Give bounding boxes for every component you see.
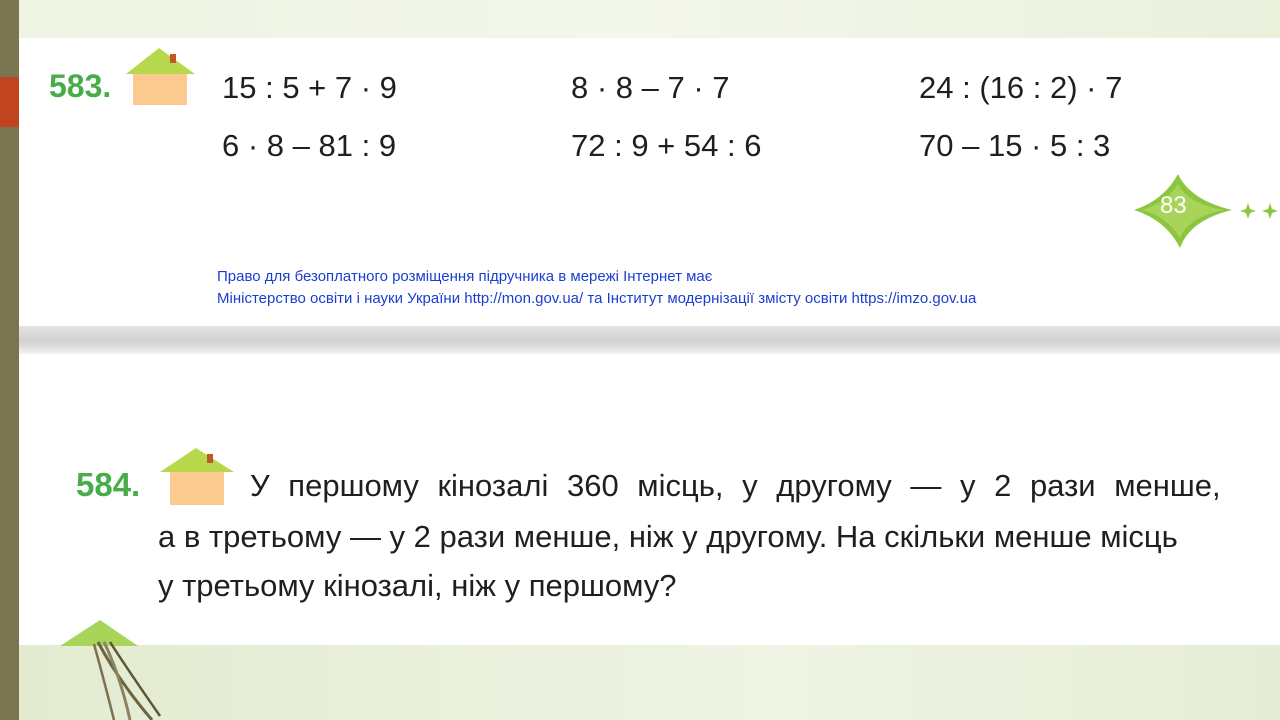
expression-2: 8 · 8 – 7 · 7: [571, 70, 730, 105]
expression-6: 70 – 15 · 5 : 3: [919, 128, 1111, 163]
license-notice-line-1: Право для безоплатного розміщення підручника в мережі Інтернет має: [217, 268, 713, 285]
page-number: 83: [1160, 192, 1187, 219]
problem-text-line-2: а в третьому — у 2 рази менше, ніж у другому. На скільки менше місць: [158, 519, 1178, 554]
expression-1: 15 : 5 + 7 · 9: [222, 70, 397, 105]
slide-background-bottom: [19, 645, 1280, 720]
problem-text-line-3: у третьому кінозалі, ніж у першому?: [158, 568, 677, 603]
house-homework-icon: [160, 448, 234, 506]
expression-5: 72 : 9 + 54 : 6: [571, 128, 762, 163]
page-divider: [19, 326, 1280, 354]
license-notice-line-2: Міністерство освіти і науки України http://mon.gov.ua/ та Інститут модернізації змісту освіти https://imzo.gov.ua: [217, 290, 977, 307]
expression-3: 24 : (16 : 2) · 7: [919, 70, 1123, 105]
slide-left-accent: [0, 77, 19, 127]
sparkle-icon: [1238, 201, 1280, 221]
exercise-number-583: 583.: [49, 68, 112, 104]
expression-4: 6 · 8 – 81 : 9: [222, 128, 397, 163]
problem-text-line-1: У першому кінозалі 360 місць, у другому — у 2 рази менше,: [250, 468, 1221, 503]
house-homework-icon: [126, 48, 196, 106]
exercise-number-584: 584.: [76, 466, 141, 503]
grass-decoration-icon: [60, 620, 180, 720]
